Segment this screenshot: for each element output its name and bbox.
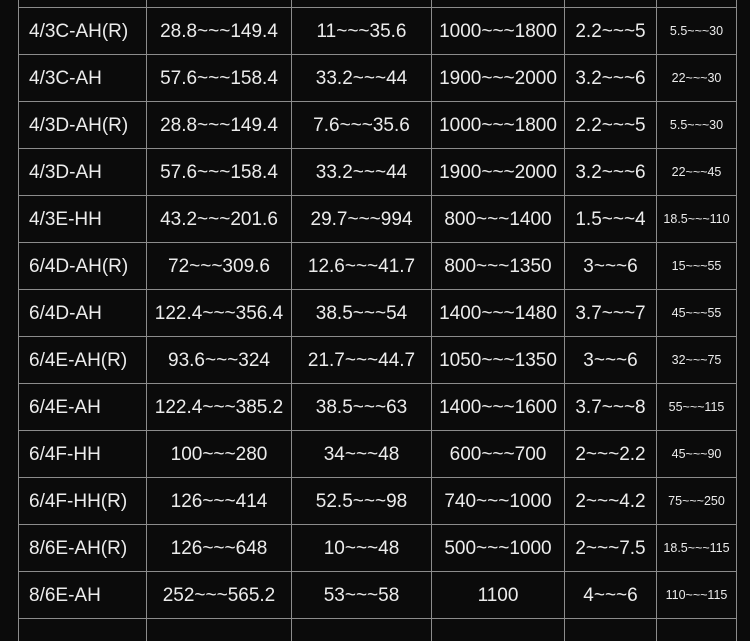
capacity-cell: 43.2~~~201.6: [147, 196, 292, 243]
head-cell: 33.2~~~44: [292, 55, 432, 102]
table-row: [19, 478, 737, 525]
npsh-cell: 2.2~~~5: [565, 102, 657, 149]
npsh-cell: 2~~~2.2: [565, 431, 657, 478]
speed-cell: 500~~~1000: [432, 525, 565, 572]
capacity-cell: 57.6~~~158.4: [147, 149, 292, 196]
speed-cell: 1050~~~1350: [432, 337, 565, 384]
speed-cell: 1000~~~1800: [432, 102, 565, 149]
pump-spec-table: [18, 0, 737, 641]
model-cell: 4/3D-AH(R): [19, 102, 147, 149]
model-cell: 4/3E-HH: [19, 196, 147, 243]
model-cell: 6/4E-AH: [19, 384, 147, 431]
speed-cell: 600~~~700: [432, 431, 565, 478]
model-cell: [19, 0, 147, 8]
capacity-cell: 72~~~309.6: [147, 243, 292, 290]
model-cell: 6/4E-AH(R): [19, 337, 147, 384]
head-cell: 21.7~~~44.7: [292, 337, 432, 384]
speed-cell: 1100: [432, 572, 565, 619]
head-cell: 33.2~~~44: [292, 149, 432, 196]
table-row: [19, 337, 737, 384]
table-row: [19, 619, 737, 641]
capacity-cell: 126~~~648: [147, 525, 292, 572]
model-cell: [19, 619, 147, 641]
head-cell: 7.6~~~35.6: [292, 102, 432, 149]
capacity-cell: 100~~~280: [147, 431, 292, 478]
table-row: [19, 525, 737, 572]
power-cell: 45~~~90: [657, 431, 737, 478]
power-cell: 75~~~250: [657, 478, 737, 525]
table-row: [19, 55, 737, 102]
table-row: [19, 8, 737, 55]
capacity-cell: 28.8~~~149.4: [147, 102, 292, 149]
table-row: [19, 243, 737, 290]
power-cell: 32~~~75: [657, 337, 737, 384]
head-cell: 29.7~~~994: [292, 196, 432, 243]
speed-cell: 800~~~1400: [432, 196, 565, 243]
model-cell: 4/3C-AH: [19, 55, 147, 102]
model-cell: 6/4F-HH: [19, 431, 147, 478]
npsh-cell: 3.2~~~6: [565, 149, 657, 196]
speed-cell: [432, 0, 565, 8]
npsh-cell: [565, 0, 657, 8]
table-row: [19, 572, 737, 619]
power-cell: 15~~~55: [657, 243, 737, 290]
capacity-cell: 57.6~~~158.4: [147, 55, 292, 102]
npsh-cell: 3.2~~~6: [565, 55, 657, 102]
power-cell: 45~~~55: [657, 290, 737, 337]
npsh-cell: 3.7~~~8: [565, 384, 657, 431]
capacity-cell: 28.8~~~149.4: [147, 8, 292, 55]
npsh-cell: 3~~~6: [565, 337, 657, 384]
speed-cell: 1900~~~2000: [432, 149, 565, 196]
capacity-cell: 122.4~~~385.2: [147, 384, 292, 431]
npsh-cell: [565, 619, 657, 641]
head-cell: [292, 619, 432, 641]
capacity-cell: 93.6~~~324: [147, 337, 292, 384]
model-cell: 4/3C-AH(R): [19, 8, 147, 55]
table-row: [19, 384, 737, 431]
power-cell: 22~~~30: [657, 55, 737, 102]
table-row: [19, 290, 737, 337]
table-row: [19, 196, 737, 243]
table-row: [19, 431, 737, 478]
head-cell: 11~~~35.6: [292, 8, 432, 55]
speed-cell: 800~~~1350: [432, 243, 565, 290]
model-cell: 6/4D-AH(R): [19, 243, 147, 290]
npsh-cell: 2~~~4.2: [565, 478, 657, 525]
head-cell: 52.5~~~98: [292, 478, 432, 525]
power-cell: 5.5~~~30: [657, 102, 737, 149]
table-row: [19, 149, 737, 196]
model-cell: 6/4F-HH(R): [19, 478, 147, 525]
table-row: [19, 0, 737, 8]
model-cell: 8/6E-AH(R): [19, 525, 147, 572]
power-cell: 55~~~115: [657, 384, 737, 431]
npsh-cell: 2~~~7.5: [565, 525, 657, 572]
head-cell: 38.5~~~54: [292, 290, 432, 337]
power-cell: [657, 619, 737, 641]
speed-cell: 740~~~1000: [432, 478, 565, 525]
speed-cell: 1400~~~1480: [432, 290, 565, 337]
model-cell: 6/4D-AH: [19, 290, 147, 337]
npsh-cell: 1.5~~~4: [565, 196, 657, 243]
power-cell: 22~~~45: [657, 149, 737, 196]
speed-cell: 1400~~~1600: [432, 384, 565, 431]
npsh-cell: 3.7~~~7: [565, 290, 657, 337]
speed-cell: 1900~~~2000: [432, 55, 565, 102]
power-cell: 18.5~~~110: [657, 196, 737, 243]
capacity-cell: 126~~~414: [147, 478, 292, 525]
npsh-cell: 2.2~~~5: [565, 8, 657, 55]
power-cell: 5.5~~~30: [657, 8, 737, 55]
head-cell: 10~~~48: [292, 525, 432, 572]
npsh-cell: 3~~~6: [565, 243, 657, 290]
head-cell: 34~~~48: [292, 431, 432, 478]
npsh-cell: 4~~~6: [565, 572, 657, 619]
head-cell: 12.6~~~41.7: [292, 243, 432, 290]
head-cell: 38.5~~~63: [292, 384, 432, 431]
power-cell: [657, 0, 737, 8]
capacity-cell: 122.4~~~356.4: [147, 290, 292, 337]
table-body: [19, 0, 737, 641]
power-cell: 18.5~~~115: [657, 525, 737, 572]
power-cell: 110~~~115: [657, 572, 737, 619]
model-cell: 8/6E-AH: [19, 572, 147, 619]
head-cell: 53~~~58: [292, 572, 432, 619]
capacity-cell: 252~~~565.2: [147, 572, 292, 619]
model-cell: 4/3D-AH: [19, 149, 147, 196]
speed-cell: 1000~~~1800: [432, 8, 565, 55]
head-cell: [292, 0, 432, 8]
capacity-cell: [147, 0, 292, 8]
capacity-cell: [147, 619, 292, 641]
speed-cell: [432, 619, 565, 641]
table-row: [19, 102, 737, 149]
